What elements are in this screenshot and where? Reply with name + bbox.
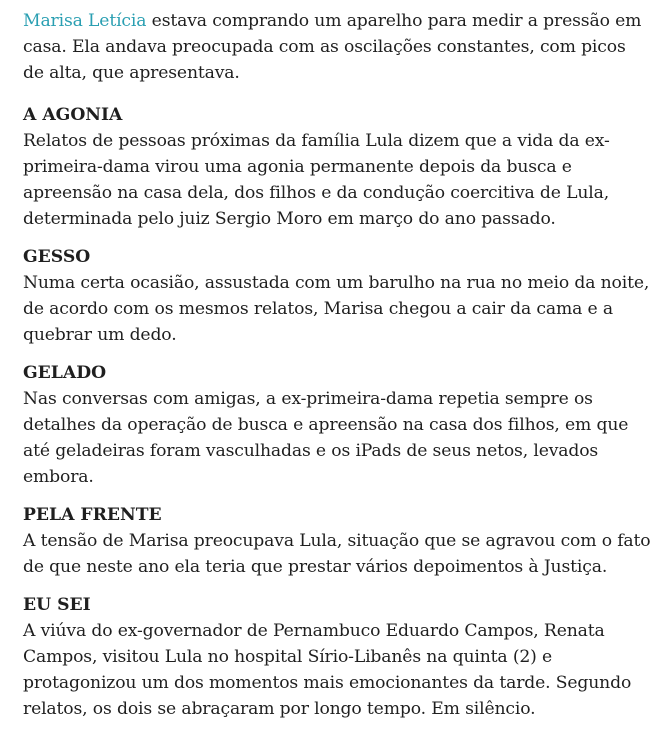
section-paragraph: A tensão de Marisa preocupava Lula, situação que se agravou com o fato de que neste ano ela teria que prestar vários depoimentos à Justiça. — [23, 531, 651, 577]
section-a-agonia — [23, 102, 651, 232]
section-heading: A AGONIA — [23, 105, 123, 125]
section-paragraph: Nas conversas com amigas, a ex-primeira-dama repetia sempre os detalhes da operação de busca e apreensão na casa dos filhos, em que até geladeiras foram vasculhadas e os iPads de seus netos, levados embora. — [23, 389, 629, 487]
section-gelado — [23, 360, 651, 490]
section-heading: EU SEI — [23, 595, 91, 615]
section-heading: GESSO — [23, 247, 91, 267]
article-body — [23, 8, 651, 734]
section-eu-sei — [23, 592, 651, 722]
section-gesso — [23, 244, 651, 348]
section-heading: PELA FRENTE — [23, 505, 162, 525]
intro-text: estava comprando um aparelho para medir a pressão em casa. Ela andava preocupada com as oscilações constantes, com picos de alta, que apresentava. — [23, 11, 642, 83]
section-pela-frente — [23, 502, 651, 580]
intro-paragraph — [23, 8, 651, 86]
section-paragraph: Relatos de pessoas próximas da família Lula dizem que a vida da ex-primeira-dama virou uma agonia permanente depois da busca e apreensão na casa dela, dos filhos e da condução coercitiva de Lula, determinada pelo juiz Sergio Moro em março do ano passado. — [23, 131, 610, 229]
person-name-link[interactable]: Marisa Letícia — [23, 11, 147, 31]
section-paragraph: A viúva do ex-governador de Pernambuco Eduardo Campos, Renata Campos, visitou Lula no hospital Sírio-Libanês na quinta (2) e protagonizou um dos momentos mais emocionantes da tarde. Segundo relatos, os dois se abraçaram por longo tempo. Em silêncio. — [23, 621, 632, 719]
section-heading: GELADO — [23, 363, 107, 383]
section-paragraph: Numa certa ocasião, assustada com um barulho na rua no meio da noite, de acordo com os mesmos relatos, Marisa chegou a cair da cama e a quebrar um dedo. — [23, 273, 650, 345]
